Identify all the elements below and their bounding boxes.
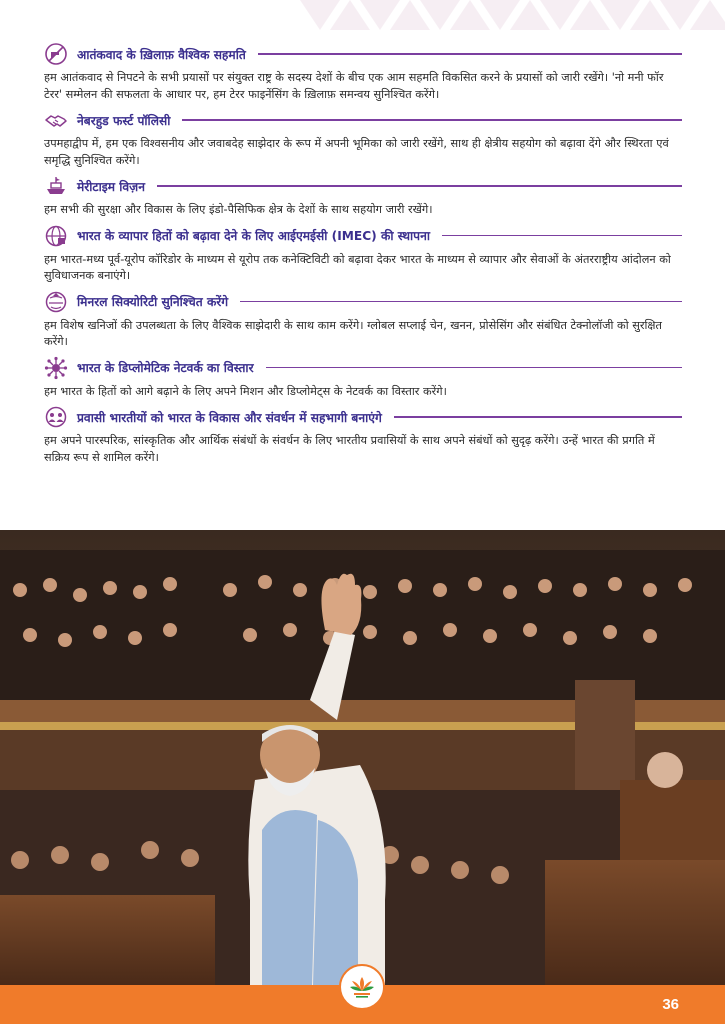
page-number: 36 xyxy=(662,996,679,1013)
section-mineral-security xyxy=(44,289,684,351)
section-header xyxy=(44,107,684,133)
lotus-icon xyxy=(346,971,378,1003)
section-anti-terror xyxy=(44,41,684,103)
section-divider xyxy=(394,416,682,418)
section-title: भारत के व्यापार हितों को बढ़ावा देने के लिए आईएमईसी (IMEC) की स्थापना xyxy=(77,229,431,243)
section-body: हम सभी की सुरक्षा और विकास के लिए इंडो-पैसिफिक क्षेत्र के देशों के साथ सहयोग जारी रखेंगे। xyxy=(44,203,433,216)
ship-icon xyxy=(44,174,68,198)
section-diaspora xyxy=(44,404,684,466)
section-title: मिनरल सिक्योरिटी सुनिश्चित करेंगे xyxy=(77,295,229,309)
mineral-globe-icon xyxy=(44,290,68,314)
section-header xyxy=(44,355,684,381)
section-header xyxy=(44,223,684,249)
diaspora-icon xyxy=(44,405,68,429)
section-body: हम विशेष खनिजों की उपलब्धता के लिए वैश्विक साझेदारी के साथ काम करेंगे। ग्लोबल सप्लाई चेन, खनन, प्रोसेसिंग और संबंधित टेक्नोलॉजी को सुरक्षित करेंगे। xyxy=(44,318,662,348)
section-title: नेबरहुड फर्स्ट पॉलिसी xyxy=(77,113,171,128)
section-header xyxy=(44,404,684,430)
section-maritime-vision xyxy=(44,173,684,219)
section-title: आतंकवाद के ख़िलाफ़ वैश्विक सहमति xyxy=(77,47,246,62)
section-body: हम अपने पारस्परिक, सांस्कृतिक और आर्थिक संबंधों के संवर्धन के लिए भारतीय प्रवासियों के साथ अपने संबंधों को सुदृढ़ करेंगे। उन्हें भारत की प्रगति में सक्रिय रूप से शामिल करेंगे। xyxy=(44,434,655,464)
policy-list xyxy=(44,41,684,470)
section-body: हम आतंकवाद से निपटने के सभी प्रयासों पर संयुक्त राष्ट्र के सदस्य देशों के बीच एक आम सहमति विकसित करने के प्रयासों को जारी रखेंगे। 'नो मनी फॉर टेरर' सम्मेलन की सफलता के आधार पर, हम टेरर फाइनेंसिंग के ख़िलाफ़ समन्वय सुनिश्चित करेंगे। xyxy=(44,71,664,101)
section-imec xyxy=(44,223,684,285)
party-logo xyxy=(339,964,385,1010)
section-header xyxy=(44,41,684,67)
no-terror-icon xyxy=(44,42,68,66)
section-body: उपमहाद्वीप में, हम एक विश्वसनीय और जवाबदेह साझेदार के रूप में अपनी भूमिका को जारी रखेंगे, साथ ही क्षेत्रीय सहयोग को बढ़ावा देंगे और स्थिरता एवं समृद्धि सुनिश्चित करेंगे। xyxy=(44,137,669,167)
handshake-icon xyxy=(44,108,68,132)
section-header xyxy=(44,173,684,199)
section-divider xyxy=(442,235,682,237)
section-title: भारत के डिप्लोमेटिक नेटवर्क का विस्तार xyxy=(77,361,254,375)
section-title: प्रवासी भारतीयों को भारत के विकास और संवर्धन में सहभागी बनाएंगे xyxy=(77,410,382,425)
section-neighbourhood-first xyxy=(44,107,684,169)
section-diplomatic-network xyxy=(44,355,684,401)
photo-address-to-congress xyxy=(0,530,725,985)
section-body: हम भारत-मध्य पूर्व-यूरोप कॉरिडोर के माध्यम से यूरोप तक कनेक्टिविटी को बढ़ावा देकर भारत के माध्यम से व्यापार और सेवाओं के अंतरराष्ट्रीय आंदोलन को सुविधाजनक बनाएंगे। xyxy=(44,252,671,282)
section-divider xyxy=(157,185,682,187)
section-header xyxy=(44,289,684,315)
section-divider xyxy=(258,53,682,55)
trade-globe-icon xyxy=(44,224,68,248)
section-title: मेरीटाइम विज़न xyxy=(77,179,145,194)
section-divider xyxy=(266,367,682,369)
section-divider xyxy=(240,301,682,303)
section-body: हम भारत के हितों को आगे बढ़ाने के लिए अपने मिशन और डिप्लोमेट्स के नेटवर्क का विस्तार करेंगे। xyxy=(44,384,447,398)
network-icon xyxy=(44,356,68,380)
section-divider xyxy=(182,119,682,121)
